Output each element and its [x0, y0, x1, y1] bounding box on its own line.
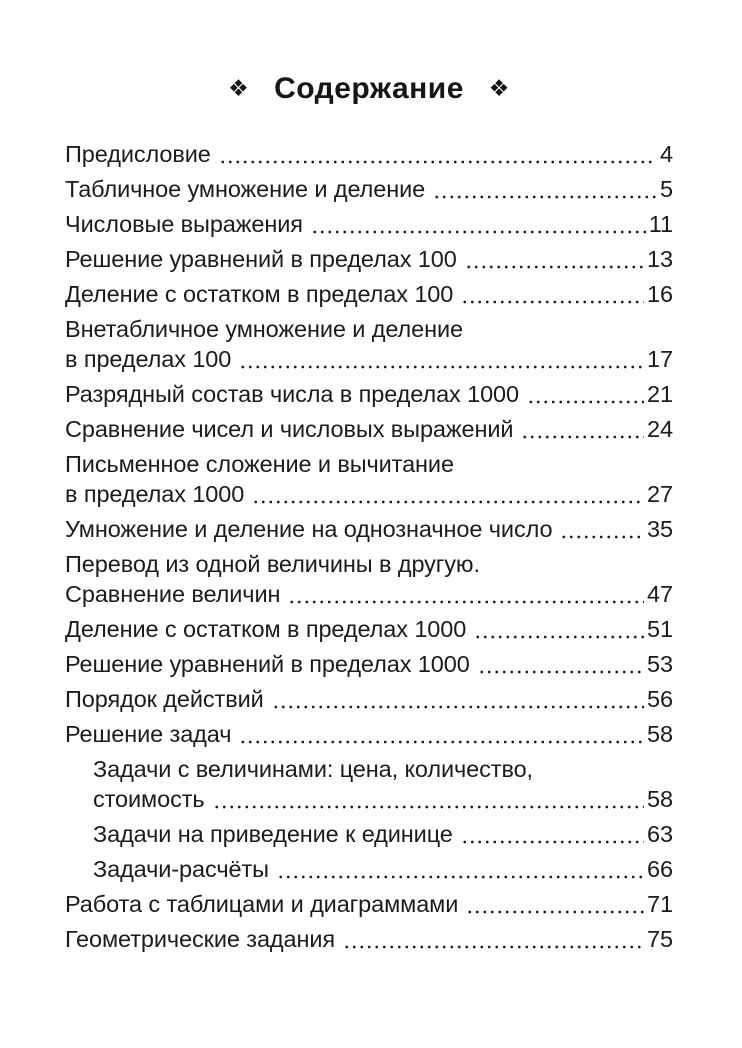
dot-leader: [343, 924, 644, 954]
toc-entry: [65, 209, 673, 239]
entry-text-line: Письменное сложение и вычитание: [65, 451, 454, 477]
dot-leader: [288, 579, 644, 609]
toc-entry: [65, 549, 673, 609]
page-number: 75: [647, 926, 673, 952]
toc-entry-line: [65, 684, 673, 714]
toc-entry: [65, 649, 673, 679]
toc-entry-line: [93, 854, 673, 884]
toc-entry: [65, 754, 673, 814]
entry-text: Решение уравнений в пределах 1000: [65, 651, 470, 677]
entry-text: Разрядный состав числа в пределах 1000: [65, 381, 519, 407]
toc-entry: [65, 244, 673, 274]
dot-leader: [219, 139, 656, 169]
dot-leader: [277, 854, 644, 884]
page-number: 53: [647, 651, 673, 677]
toc-entry: [65, 854, 673, 884]
entry-text: Решение задач: [65, 721, 232, 747]
toc-list: [65, 139, 673, 954]
diamond-decoration-icon: ❖: [488, 76, 510, 102]
entry-text: Числовые выражения: [65, 211, 303, 237]
toc-entry-line: [65, 139, 673, 169]
entry-text: Деление с остатком в пределах 1000: [65, 616, 467, 642]
toc-entry-line: [93, 784, 673, 814]
toc-entry: [65, 314, 673, 374]
dot-leader: [478, 649, 644, 679]
toc-entry-line: [65, 649, 673, 679]
dot-leader: [461, 819, 644, 849]
dot-leader: [527, 379, 644, 409]
page-number: 24: [647, 416, 673, 442]
toc-entry: [65, 719, 673, 749]
toc-entry-line: [65, 344, 673, 374]
page-title: [65, 72, 673, 106]
dot-leader: [521, 414, 644, 444]
dot-leader: [213, 784, 645, 814]
toc-entry: [65, 449, 673, 509]
page-number: 35: [647, 516, 673, 542]
page-number: 66: [647, 856, 673, 882]
entry-text: Деление с остатком в пределах 100: [65, 281, 454, 307]
page-number: 58: [647, 786, 673, 812]
dot-leader: [461, 279, 644, 309]
dot-leader: [560, 514, 644, 544]
entry-text: Работа с таблицами и диаграммами: [65, 891, 459, 917]
toc-entry-line: [65, 244, 673, 274]
dot-leader: [252, 479, 644, 509]
entry-text: в пределах 1000: [65, 481, 245, 507]
page-number: 47: [647, 581, 673, 607]
entry-text: Сравнение величин: [65, 581, 281, 607]
entry-text: Табличное умножение и деление: [65, 176, 426, 202]
toc-entry: [65, 139, 673, 169]
toc-entry: [65, 279, 673, 309]
page-number: 11: [648, 211, 673, 237]
entry-text: стоимость: [93, 786, 205, 812]
toc-entry: [65, 379, 673, 409]
toc-entry-line: [65, 924, 673, 954]
dot-leader: [466, 889, 644, 919]
toc-entry: [65, 819, 673, 849]
entry-text: в пределах 100: [65, 346, 232, 372]
toc-entry-line: [65, 614, 673, 644]
toc-entry: [65, 684, 673, 714]
toc-entry: [65, 889, 673, 919]
toc-entry: [65, 514, 673, 544]
page-number: 21: [647, 381, 673, 407]
entry-text-line: Внетабличное умножение и деление: [65, 316, 463, 342]
page-number: 13: [647, 246, 673, 272]
toc-entry: [65, 174, 673, 204]
page-number: 63: [647, 821, 673, 847]
entry-text: Предисловие: [65, 141, 211, 167]
dot-leader: [311, 209, 646, 239]
diamond-decoration-icon: ❖: [228, 76, 250, 102]
toc-entry-line: [65, 479, 673, 509]
dot-leader: [433, 174, 656, 204]
dot-leader: [272, 684, 644, 714]
toc-entry: [65, 414, 673, 444]
page-number: 71: [647, 891, 673, 917]
toc-entry-line: [65, 279, 673, 309]
toc-entry-line: [65, 379, 673, 409]
toc-entry-line: [65, 414, 673, 444]
entry-text: Порядок действий: [65, 686, 264, 712]
dot-leader: [239, 719, 644, 749]
toc-entry-line: [65, 514, 673, 544]
page-number: 17: [647, 346, 673, 372]
entry-text: Сравнение чисел и числовых выражений: [65, 416, 514, 442]
page-number: 27: [647, 481, 673, 507]
toc-entry: [65, 924, 673, 954]
toc-entry-line: [65, 889, 673, 919]
entry-text-line: Задачи с величинами: цена, количество,: [93, 756, 533, 782]
dot-leader: [465, 244, 644, 274]
page-number: 4: [660, 141, 673, 167]
dot-leader: [239, 344, 644, 374]
entry-text: Умножение и деление на однозначное число: [65, 516, 553, 542]
entry-text: Задачи-расчёты: [93, 856, 269, 882]
toc-entry-line: [65, 174, 673, 204]
page-number: 5: [660, 176, 673, 202]
entry-text: Геометрические задания: [65, 926, 336, 952]
page-number: 58: [647, 721, 673, 747]
page-number: 16: [647, 281, 673, 307]
dot-leader: [474, 614, 644, 644]
toc-entry-line: [65, 719, 673, 749]
toc-entry: [65, 614, 673, 644]
toc-entry-line: [65, 209, 673, 239]
entry-text: Решение уравнений в пределах 100: [65, 246, 457, 272]
toc-entry-line: [93, 819, 673, 849]
page-number: 51: [647, 616, 673, 642]
entry-text-line: Перевод из одной величины в другую.: [65, 551, 480, 577]
toc-entry-line: [65, 579, 673, 609]
page-number: 56: [647, 686, 673, 712]
entry-text: Задачи на приведение к единице: [93, 821, 453, 847]
page-title-text: Содержание: [274, 72, 464, 105]
